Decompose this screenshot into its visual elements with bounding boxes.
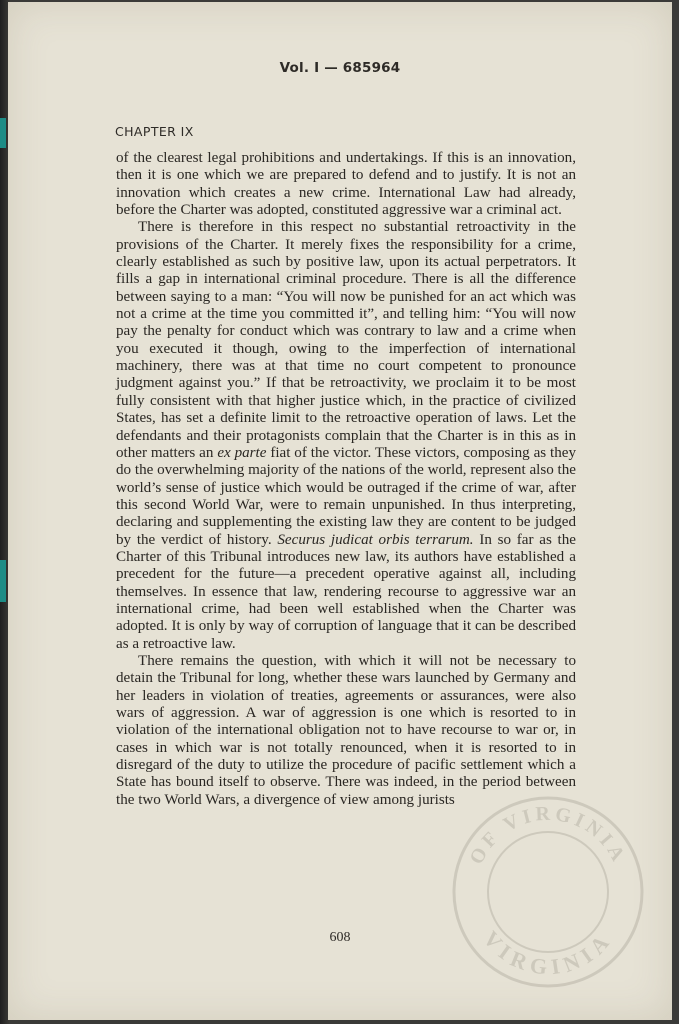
running-header: Vol. I — 685964 bbox=[279, 60, 401, 76]
text-run: There remains the question, with which it will not be necessary to detain the Tribunal for long, whether these wars launched by Germany and her leaders in violation of treaties, agreements or assurances, were also wars of aggression. A war of aggression is one which is resorted to in violation of the international obligation not to have recourse to war or, in cases in which war is not totally renounced, when it is resorted to in disregard of the duty to utilize the procedure of pacific settlement which a State has bound itself to observe. There was indeed, in the period between the two World Wars, a divergence of view among jurists bbox=[116, 652, 576, 808]
seal-text-top: OF VIRGINIA bbox=[465, 802, 631, 869]
text-run: fiat of the victor. These victors, composing as they do the overwhelming majority of the nations of the world, represent also the world’s sense of justice which would be outraged if the crime of war, after this second World War, were to remain unpunished. In thus interpreting, declaring and supplementing the existing law they are content to be judged by the verdict of history. bbox=[116, 444, 576, 548]
edge-color-band bbox=[0, 560, 6, 602]
document-page bbox=[8, 2, 672, 1020]
body-text bbox=[116, 150, 576, 809]
italic-phrase: ex parte bbox=[217, 444, 267, 461]
paragraph-1 bbox=[116, 150, 576, 219]
seal-text-bottom: VIRGINIA bbox=[478, 926, 618, 980]
paragraph-3 bbox=[116, 653, 576, 809]
text-run: of the clearest legal prohibitions and undertakings. If this is an innovation, then it is one which we are prepared to defend and to justify. It is not an innovation which creates a new crime. International Law had already, before the Charter was adopted, constituted aggressive war a criminal act. bbox=[116, 150, 576, 219]
italic-latin-phrase: Securus judicat orbis terrarum. bbox=[277, 531, 474, 548]
chapter-heading: CHAPTER IX bbox=[115, 124, 194, 139]
text-run: There is therefore in this respect no substantial retroactivity in the provisions of the Charter. It merely fixes the responsibility for a crime, clearly established as such by positive law, upon its actual perpetrators. It fills a gap in international criminal procedure. There is all the difference between saying to a man: “You will now be punished for an act which was not a crime at the time you committed it”, and telling him: “You will now pay the penalty for conduct which was contrary to law and a crime when you executed it though, owing to the imperfection of international machinery, there was at that time no court competent to pronounce judgment against you.” If that be retroactivity, we proclaim it to be most fully consistent with that higher justice which, in the practice of civilized States, has set a definite limit to the retroactive operation of laws. Let the defendants and their protagonists complain that the Charter is in this as in other matters an bbox=[116, 219, 576, 461]
university-seal-watermark bbox=[448, 792, 648, 992]
edge-color-band bbox=[0, 118, 6, 148]
text-run: In so far as the Charter of this Tribunal introduces new law, its authors have established a precedent for the future—a precedent operative against all, including themselves. In essence that law, rendering recourse to aggressive war an international crime, had been well established when the Charter was adopted. It is only by way of corruption of language that it can be described as a retroactive law. bbox=[116, 531, 576, 652]
page-number: 608 bbox=[329, 930, 351, 945]
paragraph-2 bbox=[116, 219, 576, 653]
seal-inner-ring bbox=[488, 832, 608, 952]
